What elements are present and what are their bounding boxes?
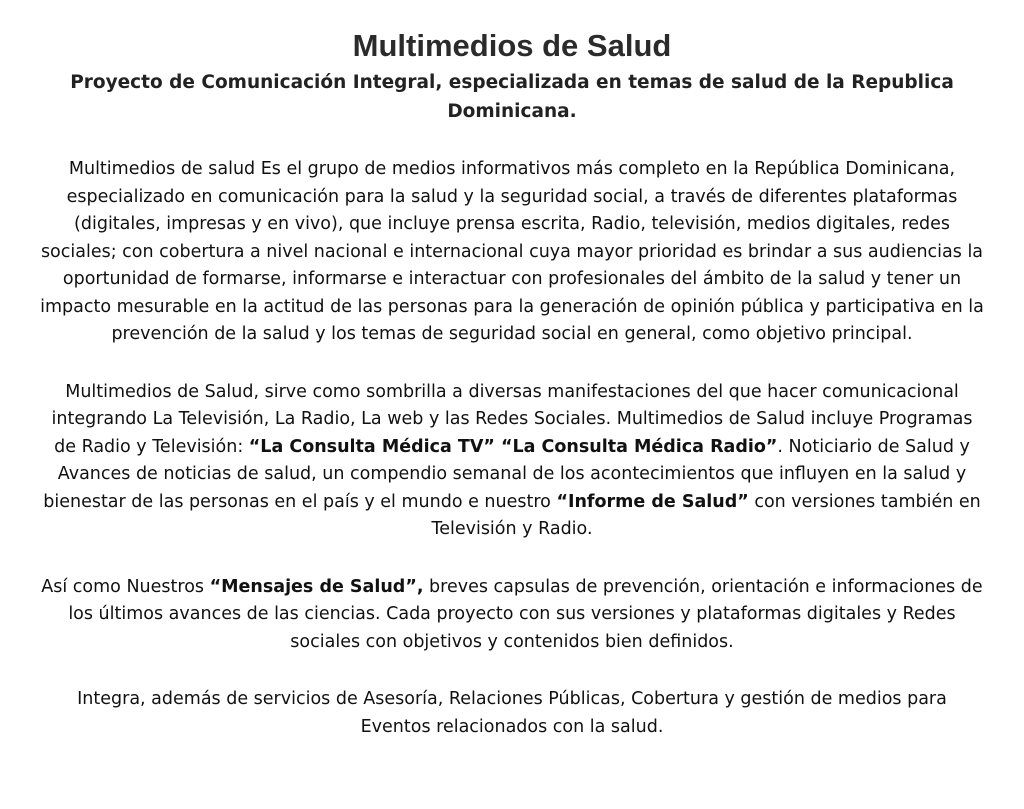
paragraph-programs-text-2: . Noticiario de Salud y Avances de noticias de salud, un compendio semanal de los acontecimientos que influyen en la salud y bienestar de las personas en el país y el mundo e nuestro	[43, 436, 970, 512]
document-subtitle: Proyecto de Comunicación Integral, especializada en temas de salud de la Republica Dominicana.	[70, 72, 954, 122]
paragraph-mensajes-text-1: Así como Nuestros	[41, 576, 210, 597]
paragraph-mensajes-text-2: breves capsulas de prevención, orientación e informaciones de los últimos avances de las ciencias. Cada proyecto con sus versiones y plataformas digitales y Redes sociales con objetivos y contenidos bien definidos.	[68, 576, 983, 652]
paragraph-intro: Multimedios de salud Es el grupo de medios informativos más completo en la República Dominicana, especializado en comunicación para la salud y la seguridad social, a través de diferentes plataformas (digitales, impresas y en vivo), que incluye prensa escrita, Radio, televisión, medios digitales, redes sociales; con cobertura a nivel nacional e internacional cuya mayor prioridad es brindar a sus audiencias la oportunidad de formarse, informarse e interactuar con profesionales del ámbito de la salud y tener un impacto mesurable en la actitud de las personas para la generación de opinión pública y participativa en la prevención de la salud y los temas de seguridad social en general, como objetivo principal.	[40, 159, 984, 344]
document-page	[40, 26, 984, 741]
program-mensajes-de-salud: “Mensajes de Salud”,	[209, 576, 424, 597]
program-informe-de-salud: “Informe de Salud”	[556, 491, 749, 512]
program-consulta-medica: “La Consulta Médica TV” “La Consulta Médica Radio”	[248, 436, 778, 457]
paragraph-programs-text-3: con versiones también en Televisión y Radio.	[431, 491, 981, 539]
paragraph-programs	[40, 379, 984, 544]
paragraph-services: Integra, además de servicios de Asesoría, Relaciones Públicas, Cobertura y gestión de medios para Eventos relacionados con la salud.	[77, 689, 947, 737]
paragraph-programs-text-1: Multimedios de Salud, sirve como sombrilla a diversas manifestaciones del que hacer comunicacional integrando La Televisión, La Radio, La web y las Redes Sociales. Multimedios de Salud incluye Programas de Radio y Televisión:	[51, 381, 973, 457]
document-title: Multimedios de Salud	[352, 28, 672, 63]
paragraph-mensajes	[40, 574, 984, 657]
